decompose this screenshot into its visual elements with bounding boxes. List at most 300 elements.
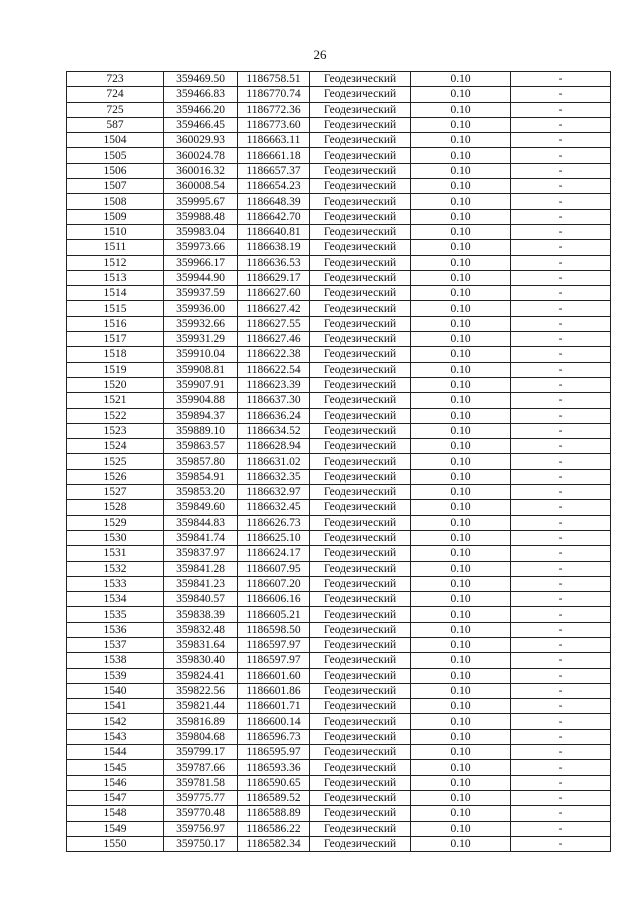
- accuracy-cell: 0.10: [411, 622, 511, 637]
- note-cell: -: [511, 729, 611, 744]
- point-number-cell: 1532: [67, 561, 164, 576]
- x-coordinate-cell: 359838.39: [164, 607, 238, 622]
- note-cell: -: [511, 224, 611, 239]
- accuracy-cell: 0.10: [411, 316, 511, 331]
- point-number-cell: 1511: [67, 240, 164, 255]
- note-cell: -: [511, 790, 611, 805]
- y-coordinate-cell: 1186597.97: [238, 653, 310, 668]
- point-number-cell: 1527: [67, 485, 164, 500]
- accuracy-cell: 0.10: [411, 362, 511, 377]
- note-cell: -: [511, 163, 611, 178]
- x-coordinate-cell: 359830.40: [164, 653, 238, 668]
- point-number-cell: 724: [67, 87, 164, 102]
- y-coordinate-cell: 1186590.65: [238, 775, 310, 790]
- method-cell: Геодезический: [310, 393, 411, 408]
- y-coordinate-cell: 1186632.45: [238, 500, 310, 515]
- x-coordinate-cell: 359894.37: [164, 408, 238, 423]
- point-number-cell: 1506: [67, 163, 164, 178]
- point-number-cell: 1538: [67, 653, 164, 668]
- method-cell: Геодезический: [310, 347, 411, 362]
- method-cell: Геодезический: [310, 836, 411, 851]
- table-row: [67, 546, 611, 561]
- page-number: 26: [313, 47, 327, 62]
- y-coordinate-cell: 1186629.17: [238, 270, 310, 285]
- method-cell: Геодезический: [310, 668, 411, 683]
- method-cell: Геодезический: [310, 301, 411, 316]
- note-cell: -: [511, 408, 611, 423]
- x-coordinate-cell: 359966.17: [164, 255, 238, 270]
- method-cell: Геодезический: [310, 194, 411, 209]
- point-number-cell: 1521: [67, 393, 164, 408]
- note-cell: -: [511, 699, 611, 714]
- note-cell: -: [511, 806, 611, 821]
- table-row: [67, 423, 611, 438]
- point-number-cell: 1545: [67, 760, 164, 775]
- accuracy-cell: 0.10: [411, 515, 511, 530]
- accuracy-cell: 0.10: [411, 423, 511, 438]
- accuracy-cell: 0.10: [411, 332, 511, 347]
- table-row: [67, 439, 611, 454]
- table-row: [67, 714, 611, 729]
- note-cell: -: [511, 117, 611, 132]
- point-number-cell: 1544: [67, 745, 164, 760]
- table-row: [67, 301, 611, 316]
- point-number-cell: 1542: [67, 714, 164, 729]
- x-coordinate-cell: 359469.50: [164, 72, 238, 87]
- x-coordinate-cell: 359863.57: [164, 439, 238, 454]
- x-coordinate-cell: 359908.81: [164, 362, 238, 377]
- accuracy-cell: 0.10: [411, 745, 511, 760]
- method-cell: Геодезический: [310, 209, 411, 224]
- method-cell: Геодезический: [310, 530, 411, 545]
- y-coordinate-cell: 1186596.73: [238, 729, 310, 744]
- y-coordinate-cell: 1186601.71: [238, 699, 310, 714]
- x-coordinate-cell: 359775.77: [164, 790, 238, 805]
- accuracy-cell: 0.10: [411, 821, 511, 836]
- x-coordinate-cell: 359799.17: [164, 745, 238, 760]
- accuracy-cell: 0.10: [411, 637, 511, 652]
- y-coordinate-cell: 1186582.34: [238, 836, 310, 851]
- accuracy-cell: 0.10: [411, 699, 511, 714]
- note-cell: -: [511, 821, 611, 836]
- table-row: [67, 500, 611, 515]
- y-coordinate-cell: 1186601.60: [238, 668, 310, 683]
- accuracy-cell: 0.10: [411, 72, 511, 87]
- accuracy-cell: 0.10: [411, 683, 511, 698]
- note-cell: -: [511, 270, 611, 285]
- method-cell: Геодезический: [310, 255, 411, 270]
- accuracy-cell: 0.10: [411, 102, 511, 117]
- y-coordinate-cell: 1186642.70: [238, 209, 310, 224]
- x-coordinate-cell: 360016.32: [164, 163, 238, 178]
- y-coordinate-cell: 1186636.24: [238, 408, 310, 423]
- x-coordinate-cell: 359988.48: [164, 209, 238, 224]
- y-coordinate-cell: 1186648.39: [238, 194, 310, 209]
- y-coordinate-cell: 1186589.52: [238, 790, 310, 805]
- x-coordinate-cell: 359973.66: [164, 240, 238, 255]
- note-cell: -: [511, 286, 611, 301]
- table-row: [67, 240, 611, 255]
- point-number-cell: 1514: [67, 286, 164, 301]
- x-coordinate-cell: 359750.17: [164, 836, 238, 851]
- y-coordinate-cell: 1186586.22: [238, 821, 310, 836]
- x-coordinate-cell: 359844.83: [164, 515, 238, 530]
- x-coordinate-cell: 359857.80: [164, 454, 238, 469]
- note-cell: -: [511, 500, 611, 515]
- note-cell: -: [511, 836, 611, 851]
- method-cell: Геодезический: [310, 148, 411, 163]
- y-coordinate-cell: 1186654.23: [238, 179, 310, 194]
- accuracy-cell: 0.10: [411, 592, 511, 607]
- accuracy-cell: 0.10: [411, 561, 511, 576]
- y-coordinate-cell: 1186625.10: [238, 530, 310, 545]
- method-cell: Геодезический: [310, 224, 411, 239]
- x-coordinate-cell: 359937.59: [164, 286, 238, 301]
- table-row: [67, 377, 611, 392]
- method-cell: Геодезический: [310, 316, 411, 331]
- accuracy-cell: 0.10: [411, 500, 511, 515]
- note-cell: -: [511, 469, 611, 484]
- point-number-cell: 1529: [67, 515, 164, 530]
- y-coordinate-cell: 1186634.52: [238, 423, 310, 438]
- y-coordinate-cell: 1186631.02: [238, 454, 310, 469]
- method-cell: Геодезический: [310, 377, 411, 392]
- table-row: [67, 653, 611, 668]
- x-coordinate-cell: 359841.74: [164, 530, 238, 545]
- method-cell: Геодезический: [310, 133, 411, 148]
- table-row: [67, 485, 611, 500]
- x-coordinate-cell: 359756.97: [164, 821, 238, 836]
- method-cell: Геодезический: [310, 790, 411, 805]
- note-cell: -: [511, 775, 611, 790]
- point-number-cell: 1505: [67, 148, 164, 163]
- point-number-cell: 1543: [67, 729, 164, 744]
- table-row: [67, 530, 611, 545]
- x-coordinate-cell: 360024.78: [164, 148, 238, 163]
- point-number-cell: 1531: [67, 546, 164, 561]
- y-coordinate-cell: 1186657.37: [238, 163, 310, 178]
- table-row: [67, 668, 611, 683]
- x-coordinate-cell: 359787.66: [164, 760, 238, 775]
- y-coordinate-cell: 1186624.17: [238, 546, 310, 561]
- y-coordinate-cell: 1186627.55: [238, 316, 310, 331]
- accuracy-cell: 0.10: [411, 485, 511, 500]
- table-row: [67, 133, 611, 148]
- table-row: [67, 393, 611, 408]
- note-cell: -: [511, 637, 611, 652]
- accuracy-cell: 0.10: [411, 530, 511, 545]
- x-coordinate-cell: 359854.91: [164, 469, 238, 484]
- method-cell: Геодезический: [310, 607, 411, 622]
- note-cell: -: [511, 592, 611, 607]
- point-number-cell: 1533: [67, 576, 164, 591]
- table-row: [67, 454, 611, 469]
- accuracy-cell: 0.10: [411, 439, 511, 454]
- x-coordinate-cell: 359781.58: [164, 775, 238, 790]
- x-coordinate-cell: 359770.48: [164, 806, 238, 821]
- y-coordinate-cell: 1186598.50: [238, 622, 310, 637]
- point-number-cell: 1539: [67, 668, 164, 683]
- method-cell: Геодезический: [310, 561, 411, 576]
- x-coordinate-cell: 359849.60: [164, 500, 238, 515]
- y-coordinate-cell: 1186607.20: [238, 576, 310, 591]
- accuracy-cell: 0.10: [411, 775, 511, 790]
- point-number-cell: 1549: [67, 821, 164, 836]
- x-coordinate-cell: 359841.23: [164, 576, 238, 591]
- y-coordinate-cell: 1186607.95: [238, 561, 310, 576]
- method-cell: Геодезический: [310, 546, 411, 561]
- method-cell: Геодезический: [310, 699, 411, 714]
- method-cell: Геодезический: [310, 117, 411, 132]
- note-cell: -: [511, 362, 611, 377]
- point-number-cell: 1513: [67, 270, 164, 285]
- table-row: [67, 683, 611, 698]
- x-coordinate-cell: 359821.44: [164, 699, 238, 714]
- accuracy-cell: 0.10: [411, 393, 511, 408]
- accuracy-cell: 0.10: [411, 377, 511, 392]
- point-number-cell: 1508: [67, 194, 164, 209]
- y-coordinate-cell: 1186628.94: [238, 439, 310, 454]
- table-row: [67, 622, 611, 637]
- method-cell: Геодезический: [310, 423, 411, 438]
- note-cell: -: [511, 423, 611, 438]
- table-row: [67, 102, 611, 117]
- note-cell: -: [511, 148, 611, 163]
- method-cell: Геодезический: [310, 745, 411, 760]
- x-coordinate-cell: 359889.10: [164, 423, 238, 438]
- table-row: [67, 515, 611, 530]
- table-row: [67, 194, 611, 209]
- x-coordinate-cell: 359910.04: [164, 347, 238, 362]
- method-cell: Геодезический: [310, 454, 411, 469]
- note-cell: -: [511, 530, 611, 545]
- note-cell: -: [511, 561, 611, 576]
- y-coordinate-cell: 1186758.51: [238, 72, 310, 87]
- point-number-cell: 1550: [67, 836, 164, 851]
- method-cell: Геодезический: [310, 469, 411, 484]
- point-number-cell: 1528: [67, 500, 164, 515]
- y-coordinate-cell: 1186637.30: [238, 393, 310, 408]
- accuracy-cell: 0.10: [411, 454, 511, 469]
- accuracy-cell: 0.10: [411, 607, 511, 622]
- y-coordinate-cell: 1186593.36: [238, 760, 310, 775]
- method-cell: Геодезический: [310, 408, 411, 423]
- point-number-cell: 1518: [67, 347, 164, 362]
- method-cell: Геодезический: [310, 637, 411, 652]
- method-cell: Геодезический: [310, 729, 411, 744]
- coordinates-table: [66, 71, 611, 852]
- x-coordinate-cell: 359995.67: [164, 194, 238, 209]
- y-coordinate-cell: 1186627.46: [238, 332, 310, 347]
- table-row: [67, 592, 611, 607]
- note-cell: -: [511, 683, 611, 698]
- y-coordinate-cell: 1186772.36: [238, 102, 310, 117]
- accuracy-cell: 0.10: [411, 469, 511, 484]
- note-cell: -: [511, 454, 611, 469]
- table-row: [67, 469, 611, 484]
- accuracy-cell: 0.10: [411, 668, 511, 683]
- method-cell: Геодезический: [310, 102, 411, 117]
- method-cell: Геодезический: [310, 362, 411, 377]
- y-coordinate-cell: 1186627.60: [238, 286, 310, 301]
- note-cell: -: [511, 607, 611, 622]
- point-number-cell: 1522: [67, 408, 164, 423]
- x-coordinate-cell: 359831.64: [164, 637, 238, 652]
- table-row: [67, 729, 611, 744]
- method-cell: Геодезический: [310, 179, 411, 194]
- method-cell: Геодезический: [310, 683, 411, 698]
- table-row: [67, 607, 611, 622]
- table-row: [67, 179, 611, 194]
- method-cell: Геодезический: [310, 72, 411, 87]
- table-row: [67, 255, 611, 270]
- method-cell: Геодезический: [310, 500, 411, 515]
- point-number-cell: 1510: [67, 224, 164, 239]
- x-coordinate-cell: 359931.29: [164, 332, 238, 347]
- y-coordinate-cell: 1186601.86: [238, 683, 310, 698]
- point-number-cell: 1507: [67, 179, 164, 194]
- point-number-cell: 1512: [67, 255, 164, 270]
- note-cell: -: [511, 377, 611, 392]
- table-row: [67, 117, 611, 132]
- y-coordinate-cell: 1186636.53: [238, 255, 310, 270]
- note-cell: -: [511, 332, 611, 347]
- point-number-cell: 1516: [67, 316, 164, 331]
- table-row: [67, 332, 611, 347]
- point-number-cell: 1541: [67, 699, 164, 714]
- method-cell: Геодезический: [310, 775, 411, 790]
- method-cell: Геодезический: [310, 714, 411, 729]
- table-row: [67, 561, 611, 576]
- table-row: [67, 836, 611, 851]
- method-cell: Геодезический: [310, 622, 411, 637]
- table-body: [67, 72, 611, 852]
- method-cell: Геодезический: [310, 485, 411, 500]
- y-coordinate-cell: 1186606.16: [238, 592, 310, 607]
- point-number-cell: 1525: [67, 454, 164, 469]
- accuracy-cell: 0.10: [411, 117, 511, 132]
- note-cell: -: [511, 179, 611, 194]
- x-coordinate-cell: 359841.28: [164, 561, 238, 576]
- x-coordinate-cell: 359840.57: [164, 592, 238, 607]
- x-coordinate-cell: 359983.04: [164, 224, 238, 239]
- point-number-cell: 1515: [67, 301, 164, 316]
- method-cell: Геодезический: [310, 592, 411, 607]
- accuracy-cell: 0.10: [411, 576, 511, 591]
- table-row: [67, 821, 611, 836]
- y-coordinate-cell: 1186627.42: [238, 301, 310, 316]
- x-coordinate-cell: 359904.88: [164, 393, 238, 408]
- accuracy-cell: 0.10: [411, 148, 511, 163]
- method-cell: Геодезический: [310, 286, 411, 301]
- x-coordinate-cell: 359466.20: [164, 102, 238, 117]
- accuracy-cell: 0.10: [411, 408, 511, 423]
- point-number-cell: 1540: [67, 683, 164, 698]
- x-coordinate-cell: 360008.54: [164, 179, 238, 194]
- y-coordinate-cell: 1186773.60: [238, 117, 310, 132]
- table-row: [67, 72, 611, 87]
- note-cell: -: [511, 102, 611, 117]
- note-cell: -: [511, 133, 611, 148]
- accuracy-cell: 0.10: [411, 714, 511, 729]
- y-coordinate-cell: 1186600.14: [238, 714, 310, 729]
- note-cell: -: [511, 87, 611, 102]
- table-row: [67, 148, 611, 163]
- accuracy-cell: 0.10: [411, 653, 511, 668]
- point-number-cell: 1504: [67, 133, 164, 148]
- method-cell: Геодезический: [310, 332, 411, 347]
- point-number-cell: 1520: [67, 377, 164, 392]
- point-number-cell: 1523: [67, 423, 164, 438]
- note-cell: -: [511, 622, 611, 637]
- accuracy-cell: 0.10: [411, 806, 511, 821]
- table-row: [67, 316, 611, 331]
- point-number-cell: 1547: [67, 790, 164, 805]
- table-row: [67, 806, 611, 821]
- table-row: [67, 286, 611, 301]
- table-row: [67, 699, 611, 714]
- y-coordinate-cell: 1186595.97: [238, 745, 310, 760]
- accuracy-cell: 0.10: [411, 836, 511, 851]
- point-number-cell: 723: [67, 72, 164, 87]
- point-number-cell: 725: [67, 102, 164, 117]
- method-cell: Геодезический: [310, 163, 411, 178]
- y-coordinate-cell: 1186638.19: [238, 240, 310, 255]
- accuracy-cell: 0.10: [411, 255, 511, 270]
- table-row: [67, 270, 611, 285]
- y-coordinate-cell: 1186597.97: [238, 637, 310, 652]
- x-coordinate-cell: 359932.66: [164, 316, 238, 331]
- table-row: [67, 163, 611, 178]
- accuracy-cell: 0.10: [411, 301, 511, 316]
- note-cell: -: [511, 301, 611, 316]
- note-cell: -: [511, 745, 611, 760]
- point-number-cell: 1526: [67, 469, 164, 484]
- note-cell: -: [511, 546, 611, 561]
- method-cell: Геодезический: [310, 515, 411, 530]
- table-row: [67, 760, 611, 775]
- point-number-cell: 587: [67, 117, 164, 132]
- point-number-cell: 1546: [67, 775, 164, 790]
- x-coordinate-cell: 359466.45: [164, 117, 238, 132]
- point-number-cell: 1509: [67, 209, 164, 224]
- y-coordinate-cell: 1186588.89: [238, 806, 310, 821]
- y-coordinate-cell: 1186622.38: [238, 347, 310, 362]
- x-coordinate-cell: 359853.20: [164, 485, 238, 500]
- point-number-cell: 1530: [67, 530, 164, 545]
- table-row: [67, 224, 611, 239]
- y-coordinate-cell: 1186626.73: [238, 515, 310, 530]
- table-row: [67, 576, 611, 591]
- accuracy-cell: 0.10: [411, 224, 511, 239]
- accuracy-cell: 0.10: [411, 760, 511, 775]
- accuracy-cell: 0.10: [411, 179, 511, 194]
- note-cell: -: [511, 255, 611, 270]
- table-row: [67, 347, 611, 362]
- point-number-cell: 1534: [67, 592, 164, 607]
- y-coordinate-cell: 1186632.35: [238, 469, 310, 484]
- method-cell: Геодезический: [310, 439, 411, 454]
- x-coordinate-cell: 360029.93: [164, 133, 238, 148]
- accuracy-cell: 0.10: [411, 87, 511, 102]
- method-cell: Геодезический: [310, 87, 411, 102]
- note-cell: -: [511, 393, 611, 408]
- accuracy-cell: 0.10: [411, 347, 511, 362]
- x-coordinate-cell: 359832.48: [164, 622, 238, 637]
- point-number-cell: 1519: [67, 362, 164, 377]
- table-row: [67, 362, 611, 377]
- note-cell: -: [511, 209, 611, 224]
